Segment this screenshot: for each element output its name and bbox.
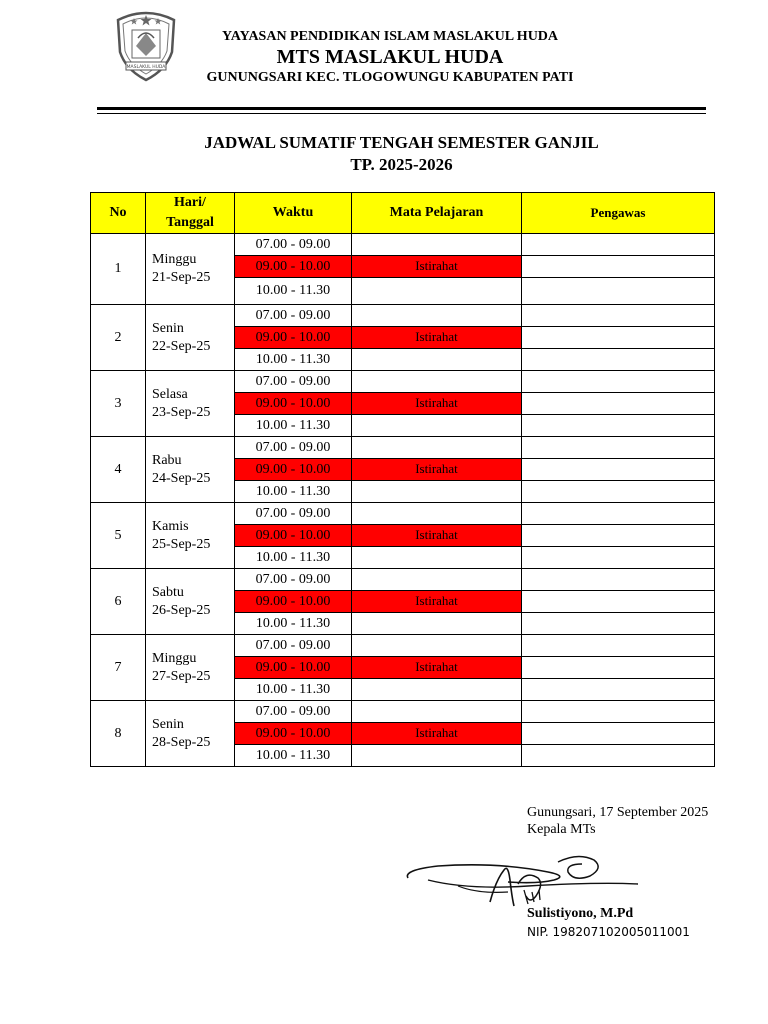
supervisor-cell bbox=[522, 256, 715, 278]
time-slot: 10.00 - 11.30 bbox=[235, 481, 352, 503]
supervisor-cell bbox=[522, 613, 715, 635]
subject-cell bbox=[352, 415, 522, 437]
table-row bbox=[91, 234, 715, 256]
column-header-no: No bbox=[91, 193, 146, 234]
break-label: Istirahat bbox=[415, 527, 458, 542]
time-slot: 09.00 - 10.00 bbox=[235, 657, 352, 679]
time-slot: 07.00 - 09.00 bbox=[235, 305, 352, 327]
column-header-day-date bbox=[146, 193, 235, 234]
column-header-day-date-text: Hari/ Tanggal bbox=[166, 195, 214, 230]
time-slot: 09.00 - 10.00 bbox=[235, 327, 352, 349]
day-date-cell bbox=[146, 234, 235, 305]
row-number: 5 bbox=[91, 503, 146, 569]
column-header-subject: Mata Pelajaran bbox=[352, 193, 522, 234]
time-slot: 10.00 - 11.30 bbox=[235, 613, 352, 635]
break-label: Istirahat bbox=[415, 461, 458, 476]
header-divider-thick bbox=[97, 107, 706, 110]
supervisor-cell bbox=[522, 657, 715, 679]
supervisor-cell bbox=[522, 234, 715, 256]
break-cell bbox=[352, 723, 522, 745]
subject-cell bbox=[352, 701, 522, 723]
supervisor-cell bbox=[522, 547, 715, 569]
row-number: 8 bbox=[91, 701, 146, 767]
table-row bbox=[91, 701, 715, 723]
break-label: Istirahat bbox=[415, 659, 458, 674]
supervisor-cell bbox=[522, 503, 715, 525]
day-name: Senin bbox=[152, 716, 184, 732]
subject-cell bbox=[352, 547, 522, 569]
day-date-cell bbox=[146, 701, 235, 767]
time-slot: 07.00 - 09.00 bbox=[235, 635, 352, 657]
supervisor-cell bbox=[522, 481, 715, 503]
time-slot: 07.00 - 09.00 bbox=[235, 437, 352, 459]
break-cell bbox=[352, 459, 522, 481]
supervisor-cell bbox=[522, 415, 715, 437]
day-date: 27-Sep-25 bbox=[152, 668, 211, 684]
subject-cell bbox=[352, 745, 522, 767]
table-row bbox=[91, 305, 715, 327]
school-address: GUNUNGSARI KEC. TLOGOWUNGU KABUPATEN PATI bbox=[206, 70, 574, 85]
supervisor-cell bbox=[522, 569, 715, 591]
break-cell bbox=[352, 393, 522, 415]
schedule-table bbox=[90, 192, 715, 767]
time-slot: 10.00 - 11.30 bbox=[235, 349, 352, 371]
table-row bbox=[91, 371, 715, 393]
break-label: Istirahat bbox=[415, 329, 458, 344]
supervisor-cell bbox=[522, 723, 715, 745]
subject-cell bbox=[352, 234, 522, 256]
day-date: 28-Sep-25 bbox=[152, 734, 211, 750]
time-slot: 09.00 - 10.00 bbox=[235, 256, 352, 278]
table-header-row bbox=[91, 193, 715, 234]
supervisor-cell bbox=[522, 591, 715, 613]
subject-cell bbox=[352, 278, 522, 305]
subject-cell bbox=[352, 305, 522, 327]
time-slot: 10.00 - 11.30 bbox=[235, 547, 352, 569]
supervisor-cell bbox=[522, 459, 715, 481]
time-slot: 10.00 - 11.30 bbox=[235, 745, 352, 767]
row-number: 2 bbox=[91, 305, 146, 371]
principal-nip: NIP. 198207102005011001 bbox=[527, 925, 690, 939]
foundation-name: YAYASAN PENDIDIKAN ISLAM MASLAKUL HUDA bbox=[221, 29, 559, 44]
column-header-supervisor: Pengawas bbox=[522, 193, 715, 234]
day-name: Senin bbox=[152, 320, 184, 336]
school-emblem-icon bbox=[112, 6, 180, 82]
row-number: 3 bbox=[91, 371, 146, 437]
day-date-cell bbox=[146, 569, 235, 635]
supervisor-cell bbox=[522, 371, 715, 393]
break-cell bbox=[352, 591, 522, 613]
time-slot: 09.00 - 10.00 bbox=[235, 723, 352, 745]
day-name: Selasa bbox=[152, 386, 188, 402]
table-row bbox=[91, 437, 715, 459]
day-date: 25-Sep-25 bbox=[152, 536, 211, 552]
subject-cell bbox=[352, 371, 522, 393]
row-number: 6 bbox=[91, 569, 146, 635]
time-slot: 07.00 - 09.00 bbox=[235, 569, 352, 591]
time-slot: 07.00 - 09.00 bbox=[235, 371, 352, 393]
day-name: Sabtu bbox=[152, 584, 184, 600]
break-label: Istirahat bbox=[415, 725, 458, 740]
row-number: 4 bbox=[91, 437, 146, 503]
day-date: 26-Sep-25 bbox=[152, 602, 211, 618]
supervisor-cell bbox=[522, 745, 715, 767]
school-name: MTS MASLAKUL HUDA bbox=[276, 46, 504, 68]
break-cell bbox=[352, 256, 522, 278]
supervisor-cell bbox=[522, 327, 715, 349]
subject-cell bbox=[352, 437, 522, 459]
supervisor-cell bbox=[522, 305, 715, 327]
subject-cell bbox=[352, 613, 522, 635]
row-number: 7 bbox=[91, 635, 146, 701]
break-label: Istirahat bbox=[415, 593, 458, 608]
schedule-body bbox=[91, 234, 715, 767]
day-name: Minggu bbox=[152, 650, 197, 666]
time-slot: 09.00 - 10.00 bbox=[235, 459, 352, 481]
time-slot: 10.00 - 11.30 bbox=[235, 415, 352, 437]
signature-position: Kepala MTs bbox=[527, 822, 596, 837]
break-cell bbox=[352, 657, 522, 679]
supervisor-cell bbox=[522, 525, 715, 547]
time-slot: 09.00 - 10.00 bbox=[235, 525, 352, 547]
table-row bbox=[91, 635, 715, 657]
day-name: Minggu bbox=[152, 252, 197, 267]
supervisor-cell bbox=[522, 437, 715, 459]
day-date-cell bbox=[146, 437, 235, 503]
subject-cell bbox=[352, 569, 522, 591]
signature-place-date: Gunungsari, 17 September 2025 bbox=[527, 805, 709, 820]
day-date: 22-Sep-25 bbox=[152, 338, 211, 354]
page-subtitle: TP. 2025-2026 bbox=[350, 155, 453, 174]
table-row bbox=[91, 569, 715, 591]
subject-cell bbox=[352, 503, 522, 525]
supervisor-cell bbox=[522, 393, 715, 415]
page-title: JADWAL SUMATIF TENGAH SEMESTER GANJIL bbox=[204, 133, 599, 152]
day-date-cell bbox=[146, 305, 235, 371]
subject-cell bbox=[352, 679, 522, 701]
day-date: 24-Sep-25 bbox=[152, 470, 211, 486]
day-name: Kamis bbox=[152, 518, 189, 534]
time-slot: 07.00 - 09.00 bbox=[235, 701, 352, 723]
row-number: 1 bbox=[91, 234, 146, 305]
subject-cell bbox=[352, 349, 522, 371]
break-label: Istirahat bbox=[415, 395, 458, 410]
day-name: Rabu bbox=[152, 452, 182, 468]
time-slot: 10.00 - 11.30 bbox=[235, 278, 352, 305]
day-date: 23-Sep-25 bbox=[152, 404, 211, 420]
time-slot: 10.00 - 11.30 bbox=[235, 679, 352, 701]
supervisor-cell bbox=[522, 635, 715, 657]
time-slot: 09.00 - 10.00 bbox=[235, 393, 352, 415]
day-date-cell bbox=[146, 635, 235, 701]
time-slot: 07.00 - 09.00 bbox=[235, 234, 352, 256]
table-row bbox=[91, 503, 715, 525]
day-date-cell bbox=[146, 503, 235, 569]
header-divider-thin bbox=[97, 113, 706, 114]
break-cell bbox=[352, 327, 522, 349]
column-header-time: Waktu bbox=[235, 193, 352, 234]
logo-ribbon-text: MASLAKUL HUDA bbox=[126, 65, 166, 70]
time-slot: 07.00 - 09.00 bbox=[235, 503, 352, 525]
time-slot: 09.00 - 10.00 bbox=[235, 591, 352, 613]
break-label: Istirahat bbox=[415, 258, 458, 273]
break-cell bbox=[352, 525, 522, 547]
principal-name: Sulistiyono, M.Pd bbox=[527, 906, 634, 921]
subject-cell bbox=[352, 635, 522, 657]
supervisor-cell bbox=[522, 701, 715, 723]
day-date-cell bbox=[146, 371, 235, 437]
supervisor-cell bbox=[522, 349, 715, 371]
day-date: 21-Sep-25 bbox=[152, 270, 211, 285]
subject-cell bbox=[352, 481, 522, 503]
supervisor-cell bbox=[522, 679, 715, 701]
supervisor-cell bbox=[522, 278, 715, 305]
